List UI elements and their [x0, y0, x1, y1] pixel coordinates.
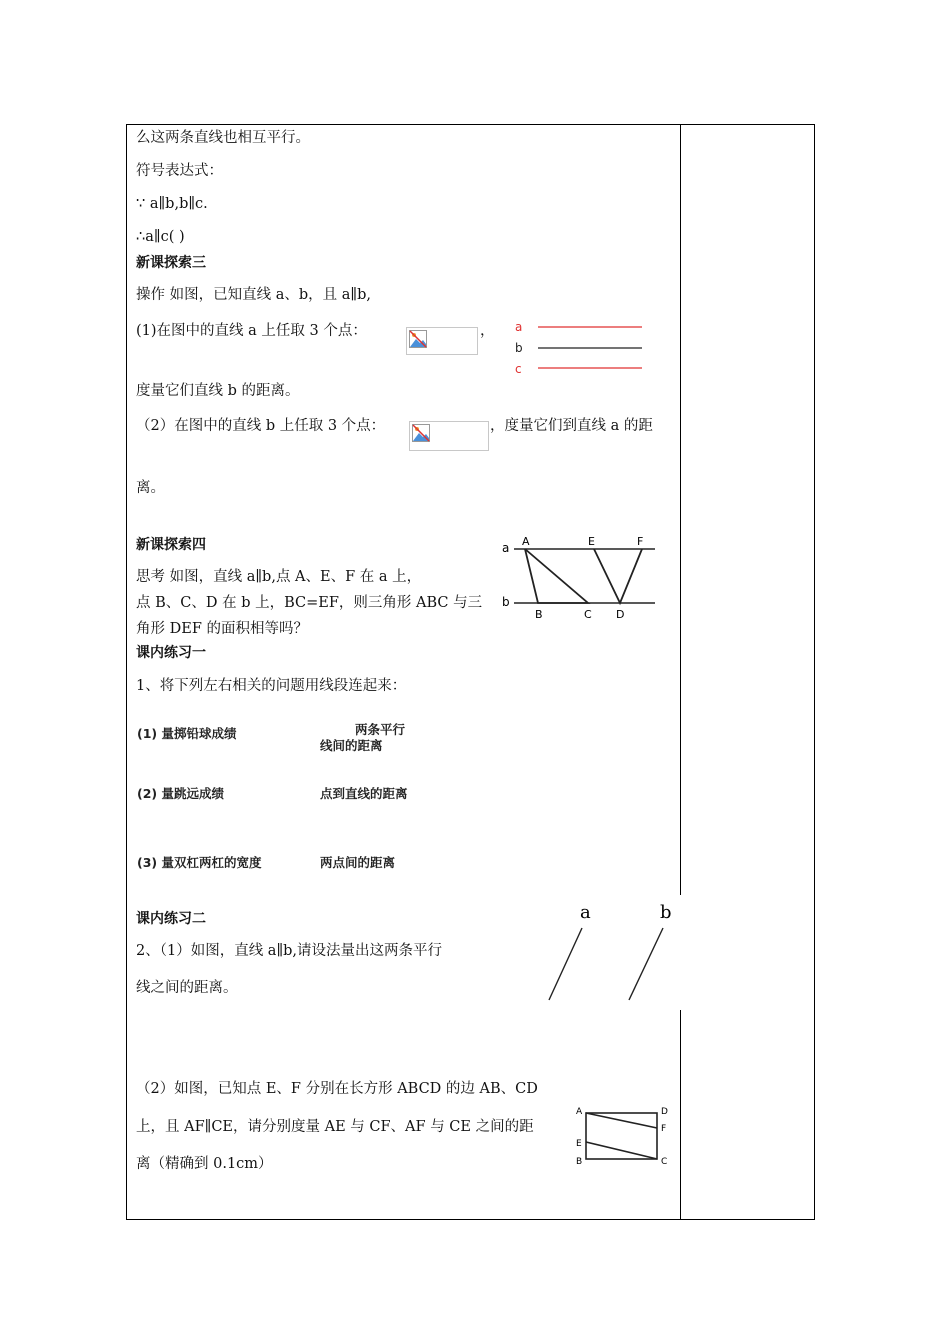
segment-af — [586, 1113, 657, 1128]
line-a — [549, 928, 582, 1000]
label-F: F — [661, 1124, 667, 1134]
label-a: a — [502, 541, 510, 555]
label-F: F — [637, 535, 644, 548]
text-line: 么这两条直线也相互平行。 — [136, 130, 310, 146]
text-line: 1、将下列左右相关的问题用线段连起来： — [136, 678, 407, 694]
parallel-lines-figure — [512, 318, 652, 376]
label-a: a — [580, 902, 591, 923]
label-a: a — [515, 320, 523, 334]
match-right-2: 点到直线的距离 — [320, 786, 408, 801]
parallel-a-b-figure — [540, 898, 690, 1008]
label-C: C — [661, 1157, 668, 1167]
broken-image-icon — [412, 424, 430, 442]
triangle-abc — [525, 549, 588, 603]
label-E: E — [588, 535, 595, 548]
label-A: A — [522, 535, 530, 548]
broken-image-icon — [409, 330, 427, 348]
label-B: B — [576, 1157, 583, 1167]
text-line: 操作 如图，已知直线 a、b，且 a∥b, — [136, 287, 371, 303]
text-line: 离。 — [136, 480, 165, 496]
text-line: ，度量它们到直线 a 的距 — [490, 418, 653, 434]
text-line: （2）如图，已知点 E、F 分别在长方形 ABCD 的边 AB、CD — [136, 1081, 538, 1097]
section-heading: 新课探索四 — [136, 537, 206, 553]
label-b: b — [515, 341, 523, 355]
label-D: D — [616, 608, 625, 621]
match-right-3: 两点间的距离 — [320, 855, 396, 870]
match-left-2: (2) 量跳远成绩 — [137, 786, 224, 801]
text-line: ∴a∥c( ) — [136, 229, 185, 245]
text-line: 点 B、C、D 在 b 上，BC=EF，则三角形 ABC 与三 — [136, 595, 483, 611]
image-placeholder — [406, 327, 478, 355]
text-line: 2、（1）如图，直线 a∥b,请设法量出这两条平行 — [136, 943, 443, 959]
text-line: ∵ a∥b,b∥c. — [136, 196, 208, 212]
section-heading: 课内练习一 — [136, 645, 206, 661]
label-c: c — [515, 362, 522, 376]
text-line: 线之间的距离。 — [136, 980, 238, 996]
rectangle-figure — [574, 1104, 674, 1172]
segment-ce — [586, 1142, 657, 1159]
column-divider — [680, 124, 681, 1220]
match-right-1a: 两条平行 — [355, 722, 406, 737]
text-line: 度量它们直线 b 的距离。 — [136, 383, 300, 399]
image-placeholder — [409, 421, 489, 451]
label-B: B — [535, 608, 543, 621]
label-C: C — [584, 608, 592, 621]
line-b — [629, 928, 663, 1000]
text-line: 思考 如图，直线 a∥b,点 A、E、F 在 a 上， — [136, 569, 422, 585]
text-line: 离（精确到 0.1cm） — [136, 1156, 273, 1172]
section-heading: 新课探索三 — [136, 255, 206, 271]
label-E: E — [576, 1139, 582, 1149]
section-heading: 课内练习二 — [136, 911, 206, 927]
match-left-3: (3) 量双杠两杠的宽度 — [137, 855, 262, 870]
label-b: b — [660, 902, 672, 923]
match-left-1: (1) 量掷铅球成绩 — [137, 726, 237, 741]
text-line: （2）在图中的直线 b 上任取 3 个点： — [136, 418, 386, 434]
match-right-1b: 线间的距离 — [320, 738, 383, 753]
triangles-figure — [500, 532, 660, 622]
label-A: A — [576, 1107, 583, 1117]
label-D: D — [661, 1107, 668, 1117]
text-line: ， — [480, 323, 495, 339]
label-b: b — [502, 595, 510, 609]
text-line: (1)在图中的直线 a 上任取 3 个点： — [136, 323, 367, 339]
triangle-def — [594, 549, 642, 603]
text-line: 符号表达式： — [136, 163, 223, 179]
text-line: 角形 DEF 的面积相等吗？ — [136, 621, 308, 637]
text-line: 上，且 AF∥CE，请分别度量 AE 与 CF、AF 与 CE 之间的距 — [136, 1119, 534, 1135]
